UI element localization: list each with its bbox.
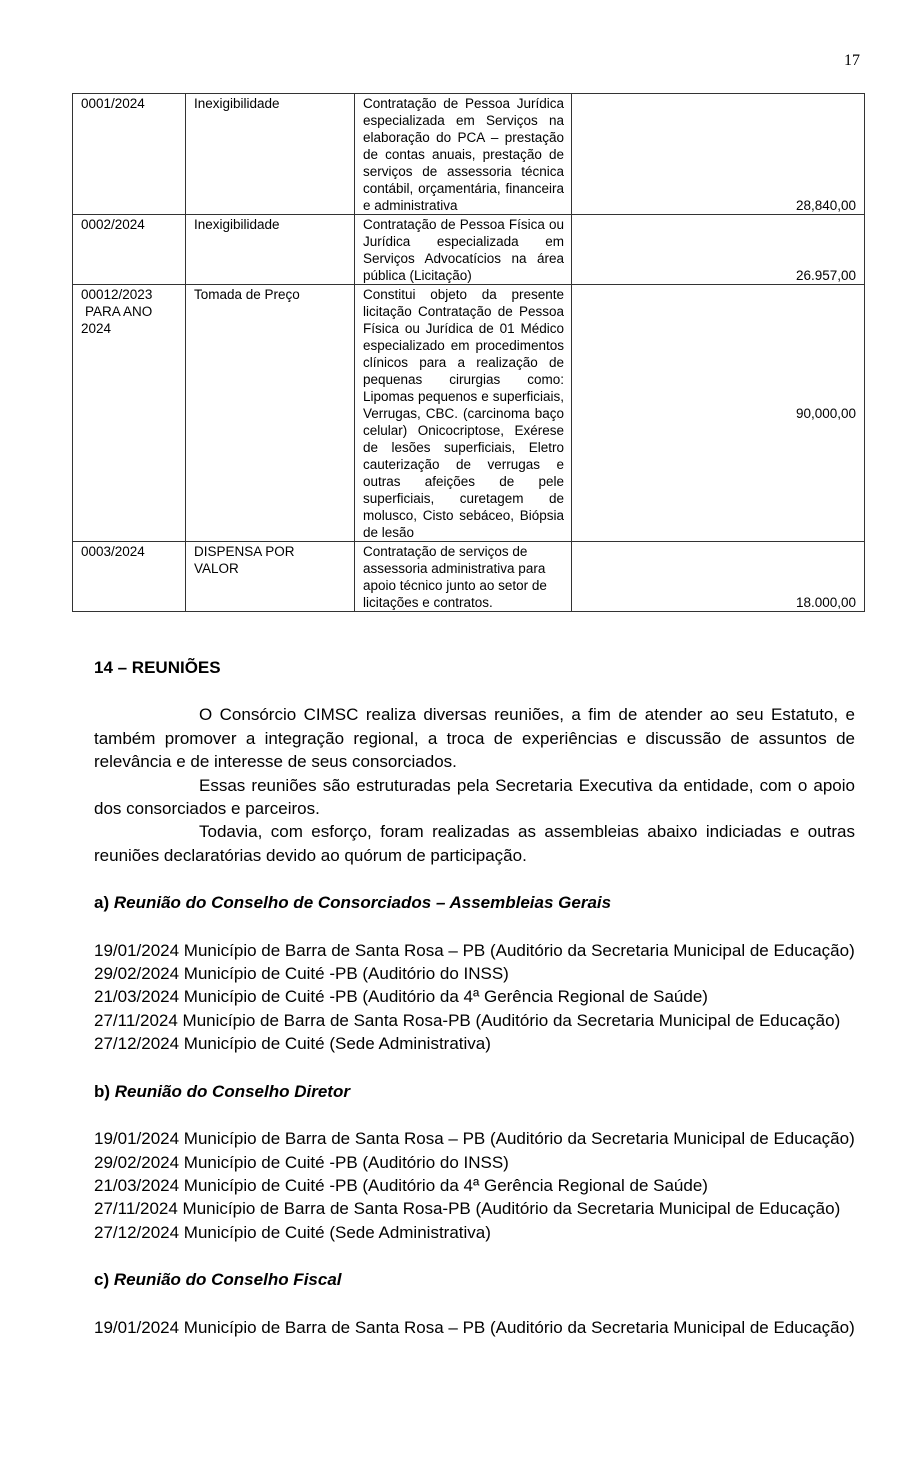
process-number-cell: 0002/2024 [73,215,186,285]
object-cell: Contratação de Pessoa Física ou Jurídica especializada em Serviços Advocatícios na área pública (Licitação) [355,215,572,285]
table-row [73,285,865,542]
table-row [73,215,865,285]
paragraph: Essas reuniões são estruturadas pela Secretaria Executiva da entidade, com o apoio dos consorciados e parceiros. [94,775,855,819]
value-cell: 28,840,00 [572,94,865,215]
meeting-list [94,1316,855,1339]
object-cell: Contratação de Pessoa Jurídica especializada em Serviços na elaboração do PCA – prestação de contas anuais, prestação de serviços de assessoria técnica contábil, orçamentária, financeira e administrativa [355,94,572,215]
value-cell: 26.957,00 [572,215,865,285]
section-title: 14 – REUNIÕES [94,658,221,677]
process-number-line: 2024 [81,321,112,336]
meeting-list [94,939,855,1056]
paragraph: Todavia, com esforço, foram realizadas as assembleias abaixo indiciadas e outras reuniões declaratórias devido ao quórum de participação. [94,822,855,865]
object-cell: Contratação de serviços de assessoria administrativa para apoio técnico junto ao setor de licitações e contratos. [355,542,572,612]
subsection-letter: a) [94,893,110,913]
subsection-letter: b) [94,1081,111,1101]
paragraph: O Consórcio CIMSC realiza diversas reuniões, a fim de atender ao seu Estatuto, e também promover a integração regional, a troca de experiências e discussão de assuntos de relevância e de interesse de seus consorciados. [94,705,855,772]
modality-cell: Tomada de Preço [186,285,355,542]
table-row [73,542,865,612]
list-item: 29/02/2024 Município de Cuité -PB (Auditório do INSS) [94,1152,509,1172]
subsection-title: Reunião do Conselho de Consorciados – Assembleias Gerais [113,893,612,913]
list-item: 27/12/2024 Município de Cuité (Sede Administrativa) [94,1222,491,1242]
list-item: 27/11/2024 Município de Barra de Santa Rosa-PB (Auditório da Secretaria Municipal de Educação) [94,1199,841,1219]
list-item: 27/11/2024 Município de Barra de Santa Rosa-PB (Auditório da Secretaria Municipal de Educação) [94,1010,841,1030]
object-cell: Constitui objeto da presente licitação Contratação de Pessoa Física ou Jurídica de 01 Médico especializado em procedimentos clínicos para a realização de pequenas cirurgias como: Lipomas pequenos e superficiais, Verrugas, CBC. (carcinoma baço celular) Onicocriptose, Exérese de lesões superficiais, Eletro cauterização de verrugas e outras afeições de pele superficiais, curetagem de molusco, Cisto sebáceo, Biópsia de lesão [355,285,572,542]
list-item: 27/12/2024 Município de Cuité (Sede Administrativa) [94,1034,491,1054]
process-number-cell: 0001/2024 [73,94,186,215]
process-number-line: 00012/2023 [81,287,153,302]
process-number-cell: 0003/2024 [73,542,186,612]
list-item: 21/03/2024 Município de Cuité -PB (Auditório da 4ª Gerência Regional de Saúde) [94,1175,708,1195]
intro-paragraphs [94,703,855,867]
table-row [73,94,865,215]
subsection-title: Reunião do Conselho Diretor [114,1081,350,1101]
list-item: 19/01/2024 Município de Barra de Santa Rosa – PB (Auditório da Secretaria Municipal de Educação) [94,1129,855,1149]
process-number-cell [73,285,186,542]
modality-line: VALOR [194,561,239,576]
subsection-letter: c) [94,1270,110,1290]
list-item: 19/01/2024 Município de Barra de Santa Rosa – PB (Auditório da Secretaria Municipal de Educação) [94,1317,855,1337]
procurement-table [72,93,865,612]
list-item: 21/03/2024 Município de Cuité -PB (Auditório da 4ª Gerência Regional de Saúde) [94,987,708,1007]
process-number-line: PARA ANO [85,304,153,319]
meeting-list [94,1127,855,1244]
modality-cell [186,542,355,612]
list-item: 29/02/2024 Município de Cuité -PB (Auditório do INSS) [94,964,509,984]
modality-cell: Inexigibilidade [186,215,355,285]
value-cell: 90,000,00 [572,285,865,542]
page-number: 17 [844,52,860,69]
subsection-heading [94,891,855,914]
subsection-heading [94,1268,855,1291]
meetings-section [94,656,855,1339]
list-item: 19/01/2024 Município de Barra de Santa Rosa – PB (Auditório da Secretaria Municipal de Educação) [94,940,855,960]
value-cell: 18.000,00 [572,542,865,612]
modality-line: DISPENSA POR [194,544,295,559]
subsection-title: Reunião do Conselho Fiscal [113,1270,342,1290]
subsection-heading [94,1080,855,1103]
modality-cell: Inexigibilidade [186,94,355,215]
